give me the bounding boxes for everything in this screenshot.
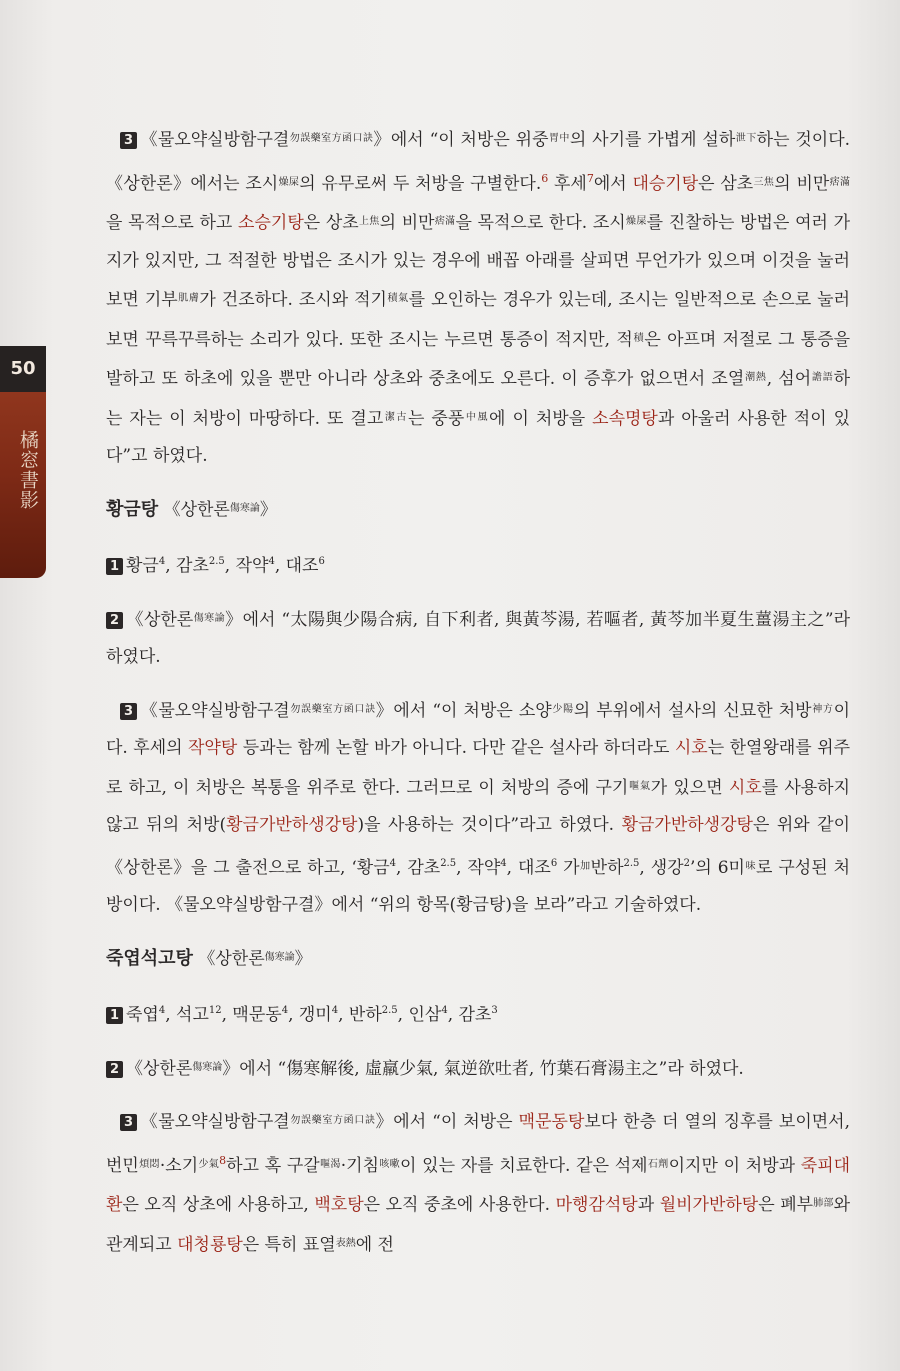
text-run: 등과는 함께 논할 바가 아니다. 다만 같은 설사라 하더라도 <box>237 738 675 758</box>
paragraph <box>106 120 850 476</box>
text-run: 는 한열왕래를 위주로 하고, 이 처방은 복통을 위주로 한다. 그러므로 이 처방의 증에 구기 <box>106 738 851 798</box>
text-run: 의 비만 <box>774 173 830 194</box>
text-run: 죽엽 <box>126 1005 159 1025</box>
text-run: 와 관계되고 <box>106 1195 851 1255</box>
text-run: , 생강 <box>639 857 684 878</box>
text-run: 를 오인하는 경우가 있는데, 조시는 일반적으로 손으로 눌러보면 꾸륵꾸륵하는 소리가 있다. 또한 조시는 누르면 통증이 적지만, 적 <box>106 290 851 350</box>
text-run: , 감초 <box>165 556 209 576</box>
item-number-badge: 1 <box>106 558 123 575</box>
hanja-gloss: 胃中 <box>548 133 570 144</box>
text-run: 에서 <box>593 173 633 194</box>
dosage-superscript: 4 <box>441 1005 448 1016</box>
hanja-gloss: 痞滿 <box>434 216 456 227</box>
text-run: 은 상초 <box>303 213 359 233</box>
text-run: )을 사용하는 것이다”라고 하였다. <box>357 815 622 835</box>
text-run: 《물오약실방함구결 <box>140 700 290 721</box>
hanja-gloss: 泄下 <box>735 133 757 144</box>
formula-name-highlight: 마행감석탕 <box>555 1195 638 1215</box>
formula-name-highlight: 대청룡탕 <box>177 1234 243 1255</box>
text-run: , 대조 <box>274 556 319 576</box>
paragraph <box>106 543 850 586</box>
dosage-superscript: 2.5 <box>440 857 457 869</box>
hanja-gloss: 少陽 <box>551 703 574 715</box>
text-run: 》에서 “이 처방은 소양 <box>375 700 552 721</box>
hanja-gloss: 表熱 <box>335 1237 356 1249</box>
hanja-gloss: 肺部 <box>813 1198 834 1209</box>
hanja-gloss: 傷寒論 <box>229 502 260 514</box>
formula-name-highlight: 맥문동탕 <box>518 1112 585 1132</box>
formula-name-highlight: 대승기탕 <box>632 173 699 194</box>
text-run: , 반하 <box>338 1005 382 1025</box>
text-run: ·소기 <box>159 1155 199 1176</box>
dosage-superscript: 4 <box>331 1005 339 1016</box>
dosage-superscript: 2 <box>683 857 690 869</box>
text-run: 《상한론 <box>192 948 265 969</box>
hanja-gloss: 嘔氣 <box>628 780 651 792</box>
hanja-gloss: 痞滿 <box>829 176 851 188</box>
dosage-superscript: 2.5 <box>381 1005 398 1016</box>
text-run: 은 위와 같이 《상한론》을 그 출전으로 하고, ‘황금 <box>106 815 850 878</box>
dosage-superscript: 6 <box>550 857 558 869</box>
text-run: 《상한론 <box>126 1058 193 1079</box>
hanja-gloss: 潔古 <box>383 411 409 423</box>
hanja-gloss: 加 <box>579 860 591 872</box>
footnote-marker: 6 <box>541 171 549 185</box>
hanja-gloss: 勿誤藥室方函口訣 <box>289 703 376 715</box>
text-run: 의 비만 <box>379 213 435 233</box>
text-run: 《물오약실방함구결 <box>140 130 290 150</box>
text-run: , 작약 <box>456 857 501 878</box>
text-run: , 맥문동 <box>221 1005 282 1025</box>
text-run: 《물오약실방함구결 <box>140 1112 290 1132</box>
hanja-gloss: 嘔渴 <box>319 1158 341 1170</box>
formula-name-highlight: 황금가반하생강탕 <box>226 815 358 835</box>
text-run: 은 삼초 <box>698 173 754 194</box>
text-run: 은 특히 표열 <box>242 1234 336 1255</box>
text-run: ·기침 <box>340 1155 379 1176</box>
text-run: 》 <box>294 948 312 969</box>
hanja-gloss: 傷寒論 <box>192 1061 223 1073</box>
hanja-gloss: 勿誤藥室方函口訣 <box>289 133 374 144</box>
dosage-superscript: 4 <box>268 556 275 567</box>
text-run: 에 이 처방을 <box>489 408 593 429</box>
hanja-gloss: 傷寒論 <box>264 951 295 963</box>
text-run: 》에서 “이 처방은 위중 <box>373 130 549 150</box>
dosage-superscript: 4 <box>158 556 166 567</box>
text-run: 하는 자는 이 처방이 마땅하다. 또 결고 <box>106 369 851 429</box>
text-run: 가 <box>557 857 580 878</box>
text-run: 은 오직 상초에 사용하고, <box>122 1195 315 1215</box>
hanja-gloss: 燥屎 <box>625 216 647 227</box>
item-number-badge: 3 <box>120 703 137 720</box>
item-number-badge: 2 <box>106 1061 123 1078</box>
chapter-tab <box>0 346 46 578</box>
paragraph <box>106 1049 850 1089</box>
dosage-superscript: 4 <box>281 1005 289 1016</box>
dosage-superscript: 4 <box>500 857 507 869</box>
formula-name-highlight: 시호 <box>674 738 708 758</box>
page-number: 50 <box>0 346 46 392</box>
item-number-badge: 3 <box>120 1114 137 1131</box>
text-run: 》에서 “傷寒解後, 虛羸少氣, 氣逆欲吐者, 竹葉石膏湯主之”라 하였다. <box>222 1058 744 1079</box>
text-run: 과 아울러 사용한 적이 있다”고 하였다. <box>106 408 851 466</box>
book-title: 橘窓書影 <box>17 430 39 510</box>
hanja-gloss: 傷寒論 <box>193 612 226 624</box>
hanja-gloss: 積 <box>632 332 645 344</box>
formula-name-highlight: 소속명탕 <box>592 408 658 429</box>
hanja-gloss: 積氣 <box>386 293 409 304</box>
dosage-superscript: 3 <box>491 1005 498 1016</box>
text-run: 과 <box>637 1195 660 1215</box>
text-run: 이다. 후세의 <box>106 700 850 758</box>
formula-name-highlight: 월비가반하탕 <box>659 1195 759 1215</box>
hanja-gloss: 味 <box>744 860 757 872</box>
body-text <box>106 120 850 1264</box>
text-run: 이지만 이 처방과 <box>668 1155 801 1176</box>
text-run: 은 오직 중초에 사용한다. <box>363 1195 556 1215</box>
item-number-badge: 2 <box>106 612 123 629</box>
formula-name-highlight: 죽피대환 <box>106 1155 851 1215</box>
formula-name-highlight: 작약탕 <box>188 738 238 758</box>
text-run: 《상한론 <box>158 499 230 520</box>
hanja-gloss: 勿誤藥室方函口訣 <box>289 1115 376 1126</box>
text-run: 하고 혹 구갈 <box>226 1155 320 1176</box>
text-run: , 섬어 <box>766 369 812 389</box>
dosage-superscript: 12 <box>208 1005 222 1016</box>
text-run: 는 중풍 <box>408 408 465 429</box>
text-run: , 갱미 <box>288 1005 332 1025</box>
text-run: 후세 <box>548 173 587 194</box>
dosage-superscript: 4 <box>158 1005 166 1016</box>
text-run: , 인삼 <box>397 1005 442 1025</box>
item-number-badge: 1 <box>106 1007 123 1024</box>
text-run: 의 유무로써 두 처방을 구별한다. <box>299 173 542 194</box>
footnote-marker: 8 <box>219 1153 227 1167</box>
text-run: 》에서 “이 처방은 <box>375 1112 519 1132</box>
hanja-gloss: 煩悶 <box>138 1158 160 1170</box>
text-run: 반하 <box>590 857 624 878</box>
section-heading: 황금탕 <box>106 498 159 520</box>
hanja-gloss: 肌膚 <box>177 293 200 304</box>
text-run: 》 <box>259 499 277 520</box>
text-run: , 감초 <box>447 1005 492 1025</box>
text-run: 황금 <box>126 556 159 576</box>
section-heading: 죽엽석고탕 <box>106 947 193 969</box>
formula-name-highlight: 소승기탕 <box>238 213 304 233</box>
text-run: 은 아프며 저절로 그 통증을 발하고 또 하초에 있을 뿐만 아니라 상초와 중초에도 오른다. 이 증후가 없으면서 조열 <box>106 329 851 389</box>
hanja-gloss: 燥屎 <box>278 176 300 188</box>
text-run: 의 사기를 가볍게 설하 <box>569 130 736 150</box>
text-run: 》에서 “太陽與少陽合病, 自下利者, 與黃芩湯, 若嘔者, 黃芩加半夏生薑湯主之”라 하였다. <box>106 609 850 667</box>
text-run: , 석고 <box>165 1005 209 1025</box>
text-run: ’의 6미 <box>689 857 745 878</box>
formula-name-highlight: 백호탕 <box>314 1195 364 1215</box>
hanja-gloss: 咳嗽 <box>379 1158 401 1170</box>
hanja-gloss: 三焦 <box>753 176 775 188</box>
formula-name-highlight: 황금가반하생강탕 <box>621 815 753 835</box>
paragraph <box>106 1102 850 1264</box>
formula-name-highlight: 시호 <box>728 777 762 798</box>
text-run: 로 구성된 처방이다. 《물오약실방함구결》에서 “위의 항목(황금탕)을 보라”라고 기술하였다. <box>106 857 851 915</box>
item-number-badge: 3 <box>120 132 137 149</box>
hanja-gloss: 少氣 <box>198 1158 220 1170</box>
hanja-gloss: 神方 <box>811 703 834 715</box>
hanja-gloss: 上焦 <box>358 216 380 227</box>
text-run: 보다 한층 더 열의 징후를 보이면서, 번민 <box>106 1112 850 1176</box>
text-run: 를 진찰하는 방법은 여러 가지가 있지만, 그 적절한 방법은 조시가 있는 경우에 배꼽 아래를 살피면 무언가가 있으며 이것을 눌러보면 기부 <box>106 213 851 310</box>
text-run: 은 폐부 <box>758 1195 814 1215</box>
dosage-superscript: 2.5 <box>208 556 225 567</box>
text-run: 가 있으면 <box>650 777 729 798</box>
dosage-superscript: 4 <box>389 857 396 869</box>
text-run: 에 전 <box>355 1234 394 1255</box>
paragraph <box>106 691 850 925</box>
dosage-superscript: 2.5 <box>623 857 640 869</box>
text-run: 이 있는 자를 치료한다. 같은 석제 <box>400 1155 648 1176</box>
text-run: , 작약 <box>224 556 269 576</box>
text-run: , 대조 <box>506 857 551 878</box>
text-run: 하는 것이다. 《상한론》에서는 조시 <box>106 130 851 194</box>
paragraph <box>106 600 850 677</box>
text-run: 가 건조하다. 조시와 적기 <box>199 290 387 310</box>
text-run: 의 부위에서 설사의 신묘한 처방 <box>573 700 812 721</box>
text-run: 을 목적으로 하고 <box>106 213 239 233</box>
hanja-gloss: 譫語 <box>811 372 834 383</box>
text-run: 를 사용하지 않고 뒤의 처방( <box>106 777 851 835</box>
hanja-gloss: 石劑 <box>647 1158 669 1170</box>
hanja-gloss: 中風 <box>464 411 490 423</box>
footnote-marker: 7 <box>586 171 594 185</box>
text-run: 을 목적으로 한다. 조시 <box>455 213 626 233</box>
text-run: 《상한론 <box>126 609 194 630</box>
heading-line <box>106 939 850 979</box>
hanja-gloss: 潮熱 <box>744 372 767 383</box>
heading-line <box>106 490 850 530</box>
dosage-superscript: 6 <box>318 556 325 567</box>
text-run: , 감초 <box>396 857 441 878</box>
paragraph <box>106 992 850 1035</box>
